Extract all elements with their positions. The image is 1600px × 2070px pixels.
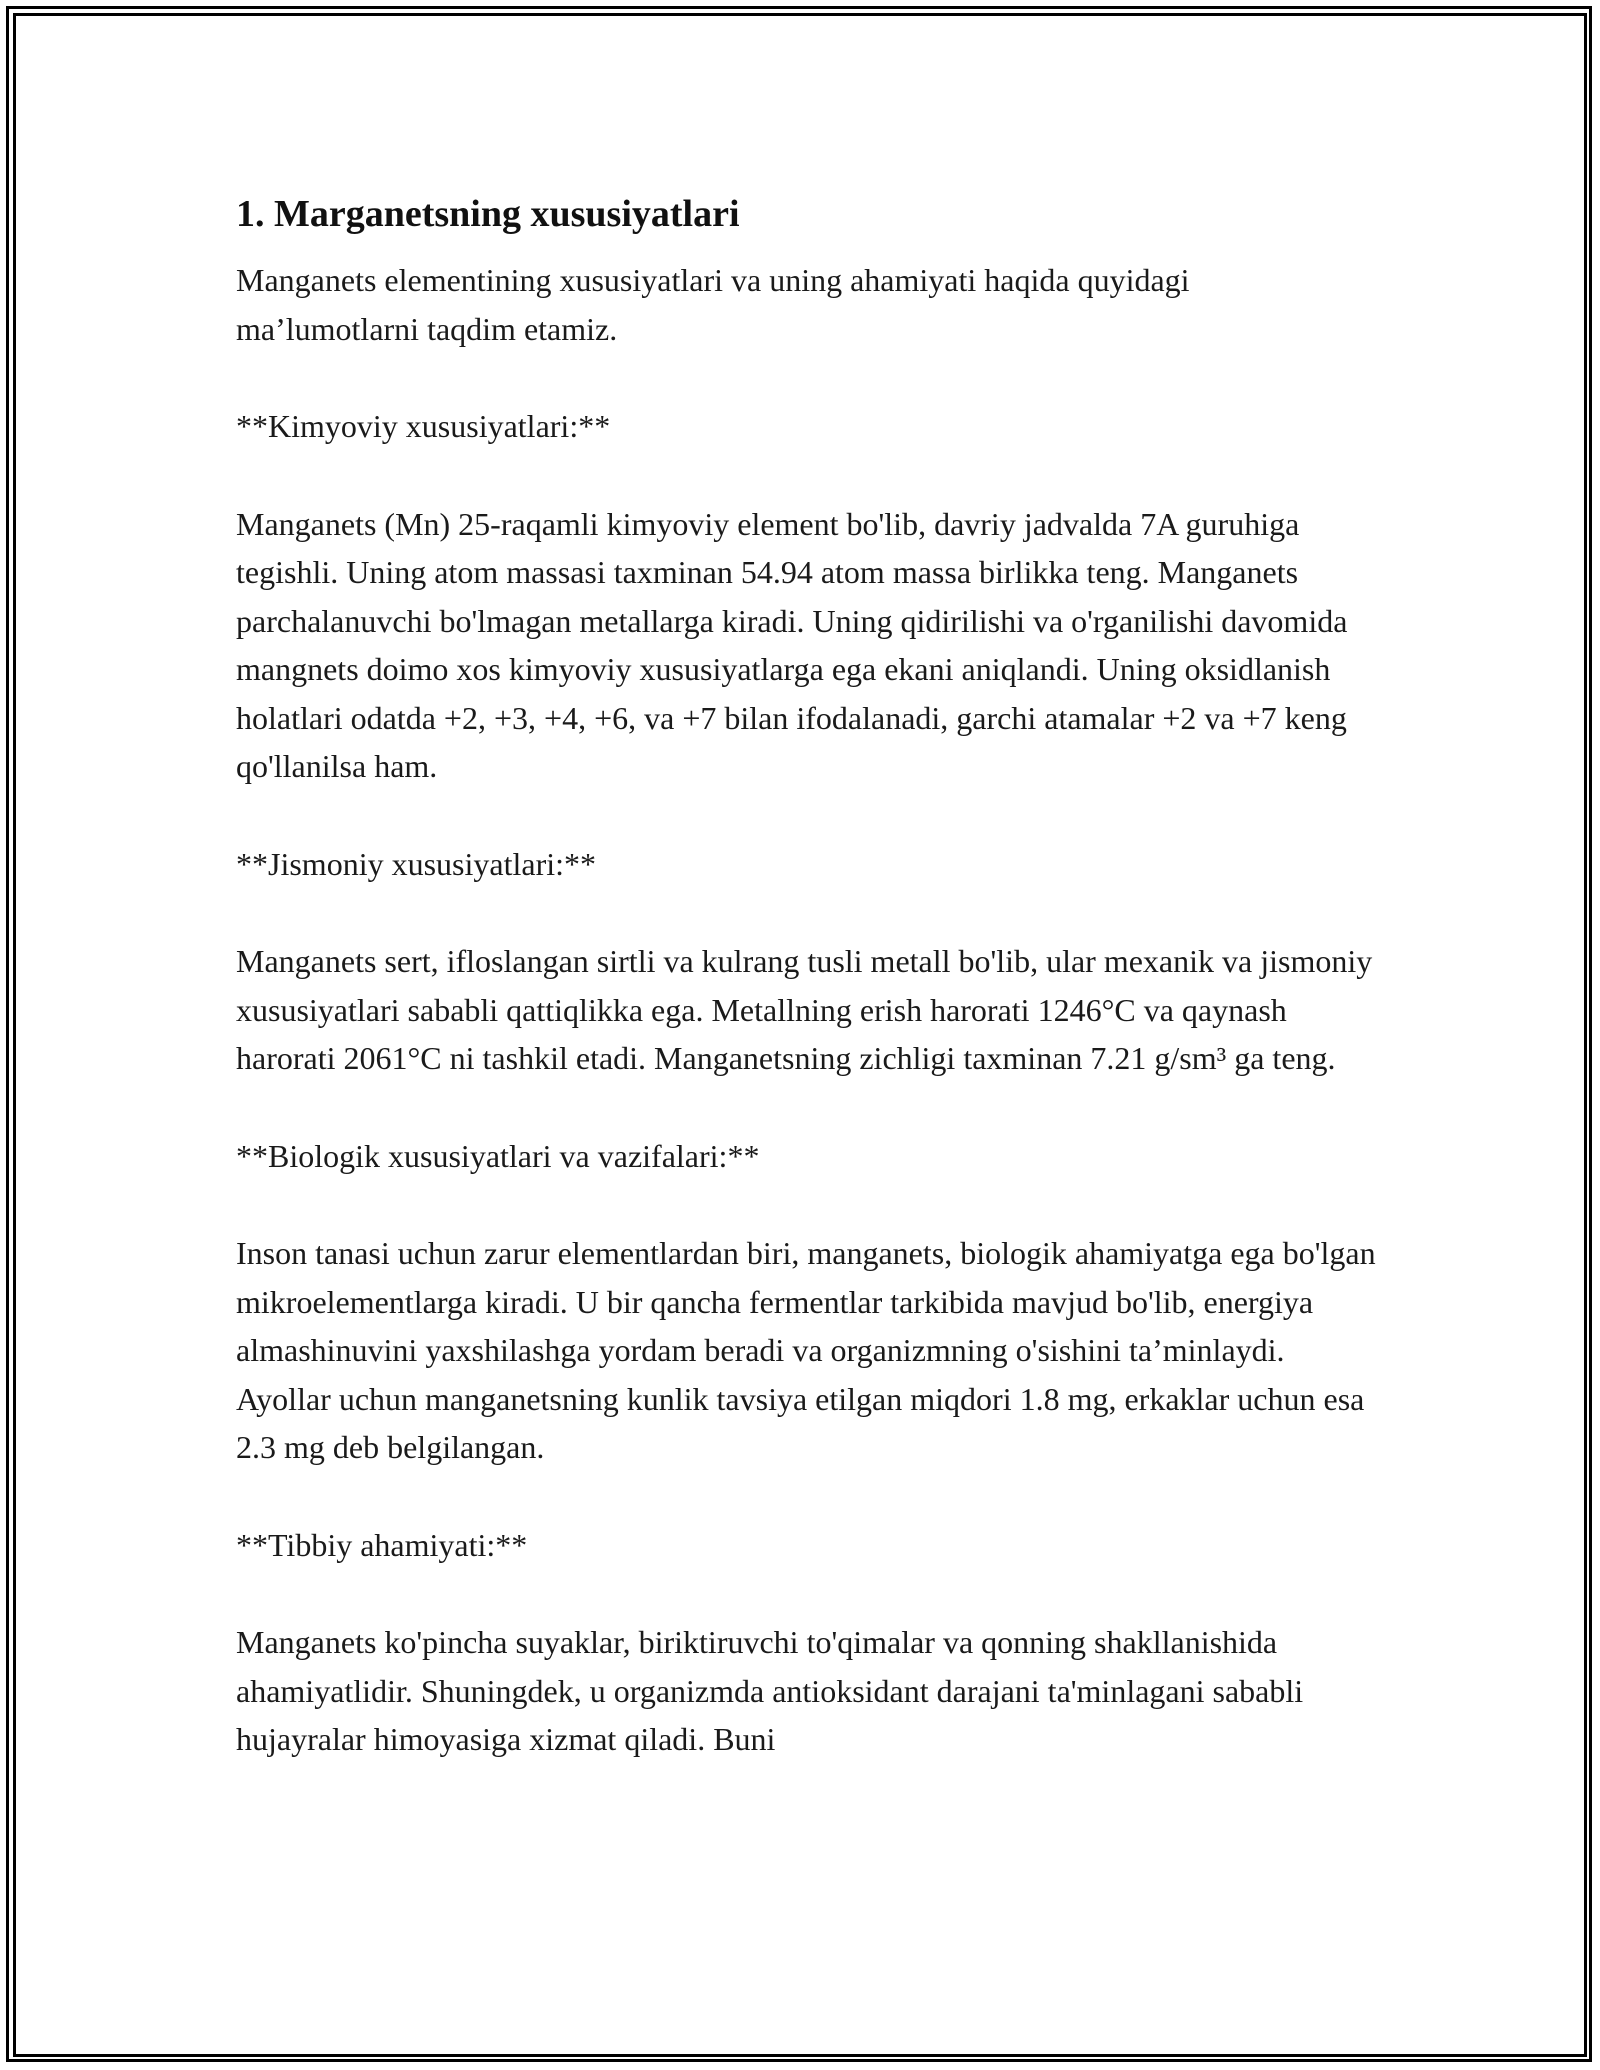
section-heading: 1. Marganetsning xususiyatlari — [236, 193, 740, 235]
biological-properties-label: **Biologik xususiyatlari va vazifalari:** — [236, 1137, 760, 1174]
chemical-properties-paragraph: Manganets (Mn) 25-raqamli kimyoviy element bo'lib, davriy jadvalda 7A guruhiga tegishli. Uning atom massasi taxminan 54.94 atom massa birlikka teng. Manganets parchalanuvchi bo'lmagan metallarga kiradi. Uning qidirilishi va o'rganilishi davomida mangnets doimo xos kimyoviy xususiyatlarga ega ekani aniqlandi. Uning oksidlanish holatlari odatda +2, +3, +4, +6, va +7 bilan ifodalanadi, garchi atamalar +2 va +7 keng qo'llanilsa ham. — [236, 505, 1348, 784]
chemical-properties-label: **Kimyoviy xususiyatlari:** — [236, 408, 611, 444]
document-body — [236, 188, 1386, 1764]
intro-paragraph: Manganets elementining xususiyatlari va uning ahamiyati haqida quyidagi ma’lumotlarni taqdim etamiz. — [236, 262, 1190, 347]
biological-properties-paragraph: Inson tanasi uchun zarur elementlardan biri, manganets, biologik ahamiyatga ega bo'lgan mikroelementlarga kiradi. U bir qancha fermentlar tarkibida mavjud bo'lib, energiya almashinuvini yaxshilashga yordam beradi va organizmning o'sishini ta’minlaydi. Ayollar uchun manganetsning kunlik tavsiya etilgan miqdori 1.8 mg, erkaklar uchun esa 2.3 mg deb belgilangan. — [236, 1235, 1376, 1465]
physical-properties-paragraph: Manganets sert, ifloslangan sirtli va kulrang tusli metall bo'lib, ular mexanik va jismoniy xususiyatlari sababli qattiqlikka ega. Metallning erish harorati 1246°C va qaynash harorati 2061°C ni tashkil etadi. Manganetsning zichligi taxminan 7.21 g/sm³ ga teng. — [236, 943, 1373, 1076]
physical-properties-label: **Jismoniy xususiyatlari:** — [236, 845, 596, 882]
medical-significance-paragraph: Manganets ko'pincha suyaklar, biriktiruvchi to'qimalar va qonning shakllanishida ahamiyatlidir. Shuningdek, u organizmda antioksidant darajani ta'minlagani sababli hujayralar himoyasiga xizmat qiladi. Buni — [236, 1624, 1304, 1757]
medical-significance-label: **Tibbiy ahamiyati:** — [236, 1526, 528, 1563]
